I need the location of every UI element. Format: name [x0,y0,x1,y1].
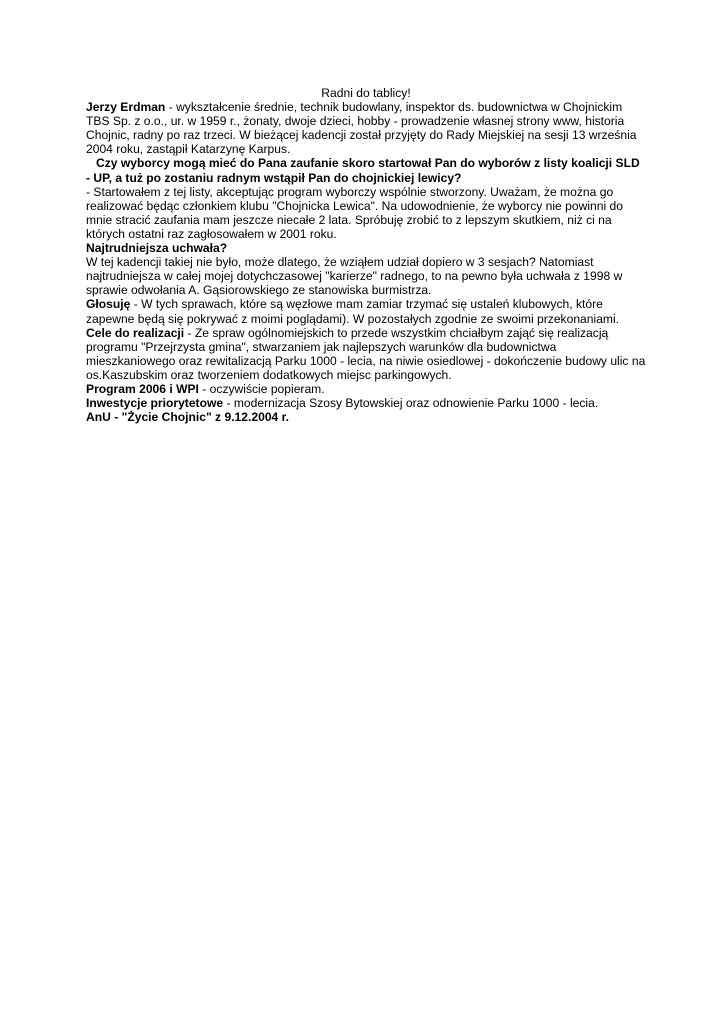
hardest-heading-text: Najtrudniejsza uchwała? [86,241,228,256]
program-paragraph [86,382,646,396]
answer-paragraph: - Startowałem z tej listy, akceptując program wyborczy wspólnie stworzony. Uważam, że można go realizować będąc członkiem klubu "Chojnicka Lewica". Na udowodnienie, że wyborcy nie powinni do mnie stracić zaufania mam jeszcze niecałe 2 lata. Spróbuję zrobić to z lepszym skutkiem, niż ci na których ostatni raz zagłosowałem w 2001 roku. [86,184,623,241]
goals-paragraph [86,326,646,382]
invest-label: Inwestycje priorytetowe [86,396,224,411]
document-title: Radni do tablicy! [321,86,411,100]
source-paragraph [86,410,646,424]
goals-label: Cele do realizacji [86,325,185,340]
intro-paragraph [86,100,646,156]
intro-text: - wykształcenie średnie, technik budowlany, inspektor ds. budownictwa w Chojnickim TBS Sp. z o.o., ur. w 1959 r., żonaty, dwoje dzieci, hobby - prowadzenie własnej strony www, historia Chojnic, radny po raz trzeci. W bieżącej kadencji został przyjęty do Rady Miejskiej na sesji 13 września 2004 roku, zastąpił Katarzynę Karpus. [86,100,637,157]
invest-paragraph [86,396,646,410]
question-text: Czy wyborcy mogą mieć do Pana zaufanie skoro startował Pan do wyborów z listy koalicji SLD - UP, a tuż po zostaniu radnym wstąpił Pan do chojnickiej lewicy? [86,156,640,185]
question-paragraph [86,156,646,184]
goals-text: - Ze spraw ogólnomiejskich to przede wszystkim chciałbym zająć się realizacją programu "Przejrzysta gmina", stwarzaniem jak najlepszych warunków dla budownictwa mieszkaniowego oraz rewitalizacją Parku 1000 - lecia, na niwie osiedlowej - dokończenie budowy ulic na os.Kaszubskim oraz tworzeniem dodatkowych miejsc parkingowych. [86,325,646,382]
vote-paragraph [86,297,646,325]
councillor-name: Jerzy Erdman [86,100,166,115]
document-page [86,86,646,424]
hardest-heading [86,241,646,255]
program-text: - oczywiście popieram. [198,381,325,396]
program-label: Program 2006 i WPI [86,381,199,396]
invest-text: - modernizacja Szosy Bytowskiej oraz odnowienie Parku 1000 - lecia. [223,396,599,411]
vote-text: - W tych sprawach, które są węzłowe mam zamiar trzymać się ustaleń klubowych, które zapewne będą się pokrywać z moimi poglądami). W pozostałych zgodnie ze swoimi przekonaniami. [86,297,620,326]
vote-label: Głosuję [86,297,131,312]
source-text: AnU - "Życie Chojnic" z 9.12.2004 r. [86,410,290,425]
hardest-paragraph: W tej kadencji takiej nie było, może dlatego, że wziąłem udział dopiero w 3 sesjach? Natomiast najtrudniejsza w całej mojej dotychczasowej "karierze" radnego, to na pewno była uchwała z 1998 w sprawie odwołania A. Gąsiorowskiego ze stanowiska burmistrza. [86,255,623,298]
